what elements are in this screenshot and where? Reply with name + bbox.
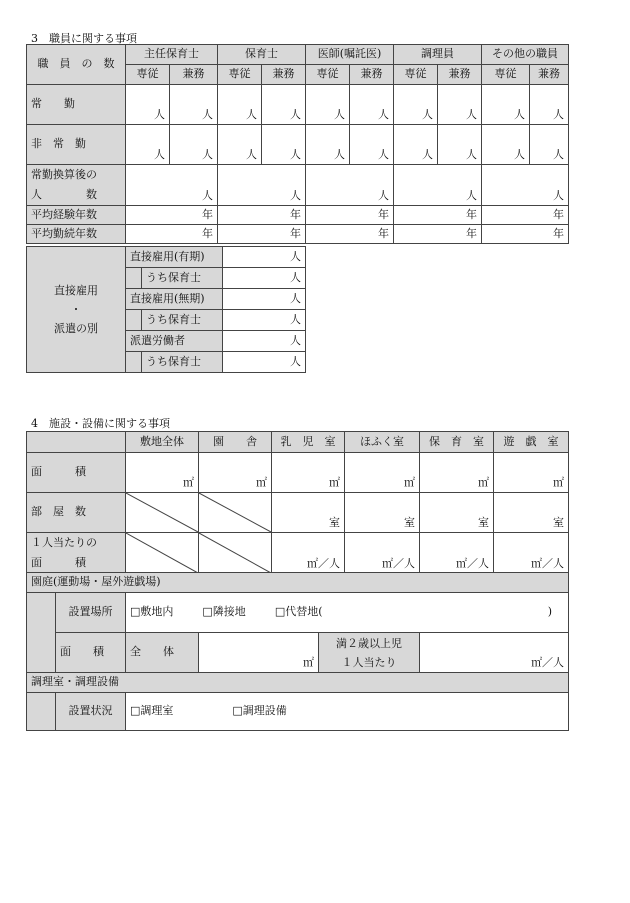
cell-person[interactable]: 人: [394, 125, 438, 165]
na-cell: [126, 493, 199, 533]
staff-count-header: 職 員 の 数: [27, 45, 126, 85]
checkbox-kitchen-equipment[interactable]: □調理設備: [232, 704, 287, 718]
section4-title: 4 施設・設備に関する事項: [31, 417, 170, 430]
cell-sqm[interactable]: ㎡: [126, 453, 199, 493]
row-per-person-label: １人当たりの 面 積: [27, 533, 126, 574]
cell-year[interactable]: 年: [482, 206, 569, 225]
col-nursery-teacher: 保育士: [218, 45, 306, 65]
cell-rooms[interactable]: 室: [494, 493, 569, 533]
yard-area-label: 面 積: [56, 633, 126, 673]
cell-person[interactable]: 人: [170, 125, 218, 165]
na-cell: [199, 493, 272, 533]
col-crawling-room: ほふく室: [345, 432, 420, 453]
row-parttime-label: 非 常 勤: [27, 125, 126, 165]
sub-concurrent: 兼務: [350, 65, 394, 85]
cell-person[interactable]: 人: [394, 165, 482, 206]
row-converted-label: 常勤換算後の 人 数: [27, 165, 126, 206]
cell-person[interactable]: 人: [223, 352, 306, 373]
cell-rooms[interactable]: 室: [272, 493, 345, 533]
col-doctor: 医師(嘱託医): [306, 45, 394, 65]
cell-year[interactable]: 年: [394, 206, 482, 225]
sub-concurrent: 兼務: [530, 65, 569, 85]
cell-yard-total-sqm[interactable]: ㎡: [199, 633, 319, 673]
cell-person[interactable]: 人: [262, 125, 306, 165]
cell-year[interactable]: 年: [126, 206, 218, 225]
cell-person[interactable]: 人: [223, 289, 306, 310]
cell-person[interactable]: 人: [218, 85, 262, 125]
sub-concurrent: 兼務: [438, 65, 482, 85]
section3-title: 3 職員に関する事項: [31, 32, 137, 45]
kitchen-options: [126, 693, 569, 731]
row-rooms-label: 部 屋 数: [27, 493, 126, 533]
cell-over2-sqm-per-person[interactable]: ㎡／人: [420, 633, 569, 673]
cell-year[interactable]: 年: [218, 225, 306, 244]
na-cell: [199, 533, 272, 574]
employment-table: [26, 246, 306, 373]
cell-person[interactable]: 人: [306, 165, 394, 206]
na-cell: [126, 533, 199, 574]
yard-kitchen-table: [26, 572, 569, 731]
cell-person[interactable]: 人: [223, 331, 306, 352]
cell-person[interactable]: 人: [223, 247, 306, 268]
cell-person[interactable]: 人: [530, 125, 569, 165]
cell-year[interactable]: 年: [306, 225, 394, 244]
over2-per-person-label: 満２歳以上児 １人当たり: [319, 633, 420, 673]
staff-table: [26, 44, 569, 244]
direct-fixed-term-label: 直接雇用(有期): [126, 247, 223, 268]
facility-table: [26, 431, 569, 574]
yard-total-label: 全 体: [126, 633, 199, 673]
cell-year[interactable]: 年: [394, 225, 482, 244]
cell-rooms[interactable]: 室: [345, 493, 420, 533]
kitchen-status-label: 設置状況: [56, 693, 126, 731]
sub-dedicated: 専従: [306, 65, 350, 85]
cell-person[interactable]: 人: [223, 310, 306, 331]
of-which-nursery-teacher-label: うち保育士: [142, 352, 223, 373]
col-building: 園 舎: [199, 432, 272, 453]
cell-year[interactable]: 年: [126, 225, 218, 244]
cell-sqm-per-person[interactable]: ㎡／人: [420, 533, 494, 574]
cell-sqm-per-person[interactable]: ㎡／人: [494, 533, 569, 574]
direct-indefinite-label: 直接雇用(無期): [126, 289, 223, 310]
cell-year[interactable]: 年: [482, 225, 569, 244]
checkbox-adjacent[interactable]: □隣接地: [202, 605, 246, 619]
cell-person[interactable]: 人: [350, 125, 394, 165]
col-nursery-room: 保 育 室: [420, 432, 494, 453]
cell-person[interactable]: 人: [218, 125, 262, 165]
cell-person[interactable]: 人: [262, 85, 306, 125]
cell-person[interactable]: 人: [482, 125, 530, 165]
of-which-nursery-teacher-label: うち保育士: [142, 310, 223, 331]
cell-sqm-per-person[interactable]: ㎡／人: [272, 533, 345, 574]
sub-dedicated: 専従: [218, 65, 262, 85]
col-playroom: 遊 戯 室: [494, 432, 569, 453]
yard-location-label: 設置場所: [56, 593, 126, 633]
row-fulltime-label: 常 勤: [31, 97, 75, 111]
checkbox-kitchen-room[interactable]: □調理室: [130, 704, 174, 718]
cell-person[interactable]: 人: [438, 125, 482, 165]
cell-year[interactable]: 年: [306, 206, 394, 225]
checkbox-onsite[interactable]: □敷地内: [130, 605, 174, 619]
cell-sqm-per-person[interactable]: ㎡／人: [345, 533, 420, 574]
sub-dedicated: 専従: [394, 65, 438, 85]
cell-sqm[interactable]: ㎡: [199, 453, 272, 493]
cell-rooms[interactable]: 室: [420, 493, 494, 533]
sub-concurrent: 兼務: [262, 65, 306, 85]
cell-sqm[interactable]: ㎡: [494, 453, 569, 493]
cell-person[interactable]: 人: [126, 165, 218, 206]
cell-person[interactable]: 人: [218, 165, 306, 206]
row-area-label: 面 積: [27, 453, 126, 493]
cell-person[interactable]: 人: [170, 85, 218, 125]
yard-section-title: 園庭(運動場・屋外遊戯場): [27, 573, 569, 593]
sub-concurrent: 兼務: [170, 65, 218, 85]
col-whole-site: 敷地全体: [126, 432, 199, 453]
cell-person[interactable]: 人: [482, 85, 530, 125]
cell-sqm[interactable]: ㎡: [420, 453, 494, 493]
cell-person[interactable]: 人: [306, 125, 350, 165]
col-cook: 調理員: [394, 45, 482, 65]
col-other-staff: その他の職員: [482, 45, 569, 65]
sub-dedicated: 専従: [482, 65, 530, 85]
cell-sqm[interactable]: ㎡: [272, 453, 345, 493]
cell-person[interactable]: 人: [438, 85, 482, 125]
cell-person[interactable]: 人: [126, 125, 170, 165]
employment-label: 直接雇用 ・ 派遣の別: [27, 247, 126, 373]
dispatched-worker-label: 派遣労働者: [126, 331, 223, 352]
of-which-nursery-teacher-label: うち保育士: [142, 268, 223, 289]
cell-person[interactable]: 人: [306, 85, 350, 125]
checkbox-alternate[interactable]: □代替地(: [274, 605, 323, 619]
kitchen-section-title: 調理室・調理設備: [27, 673, 569, 693]
cell-person[interactable]: 人: [223, 268, 306, 289]
cell-person[interactable]: 人: [126, 85, 170, 125]
close-paren: ): [547, 605, 553, 619]
sub-dedicated: 専従: [126, 65, 170, 85]
row-avg-tenure-label: 平均勤続年数: [27, 225, 126, 244]
cell-year[interactable]: 年: [218, 206, 306, 225]
col-infant-room: 乳 児 室: [272, 432, 345, 453]
cell-person[interactable]: 人: [350, 85, 394, 125]
cell-person[interactable]: 人: [394, 85, 438, 125]
cell-person[interactable]: 人: [482, 165, 569, 206]
yard-location-options: [126, 593, 569, 633]
row-avg-experience-label: 平均経験年数: [27, 206, 126, 225]
col-chief-nursery-teacher: 主任保育士: [126, 45, 218, 65]
cell-sqm[interactable]: ㎡: [345, 453, 420, 493]
cell-person[interactable]: 人: [530, 85, 569, 125]
